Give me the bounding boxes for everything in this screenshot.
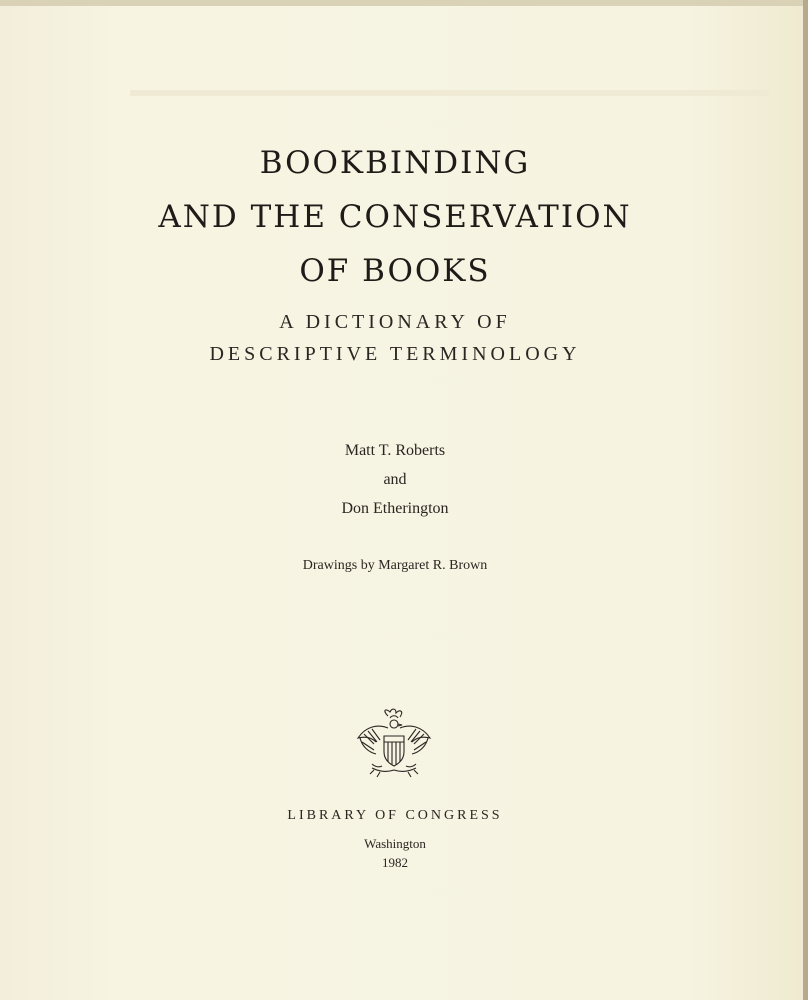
title-line-1: BOOKBINDING — [259, 145, 531, 181]
illustrator-credit — [0, 556, 790, 574]
author-conjunction: and — [383, 471, 407, 488]
eagle-seal-icon — [352, 706, 436, 786]
illustrator-text: Drawings by Margaret R. Brown — [302, 558, 488, 573]
title-line-2: AND THE CONSERVATION — [158, 199, 632, 235]
publisher-name: LIBRARY OF CONGRESS — [287, 808, 503, 823]
subtitle-line-1: A DICTIONARY OF — [279, 311, 511, 333]
author-name-1: Matt T. Roberts — [344, 442, 446, 459]
publication-year: 1982 — [382, 855, 408, 870]
imprint-block — [0, 834, 790, 872]
author-name-2: Don Etherington — [341, 500, 449, 517]
book-title — [0, 136, 790, 298]
book-subtitle — [0, 306, 790, 370]
subtitle-line-2: DESCRIPTIVE TERMINOLOGY — [209, 343, 581, 365]
authors-block — [0, 436, 790, 523]
publisher-block — [0, 808, 790, 824]
publisher-city: Washington — [364, 836, 426, 851]
show-through-texture — [130, 90, 770, 110]
title-line-3: OF BOOKS — [299, 253, 491, 289]
